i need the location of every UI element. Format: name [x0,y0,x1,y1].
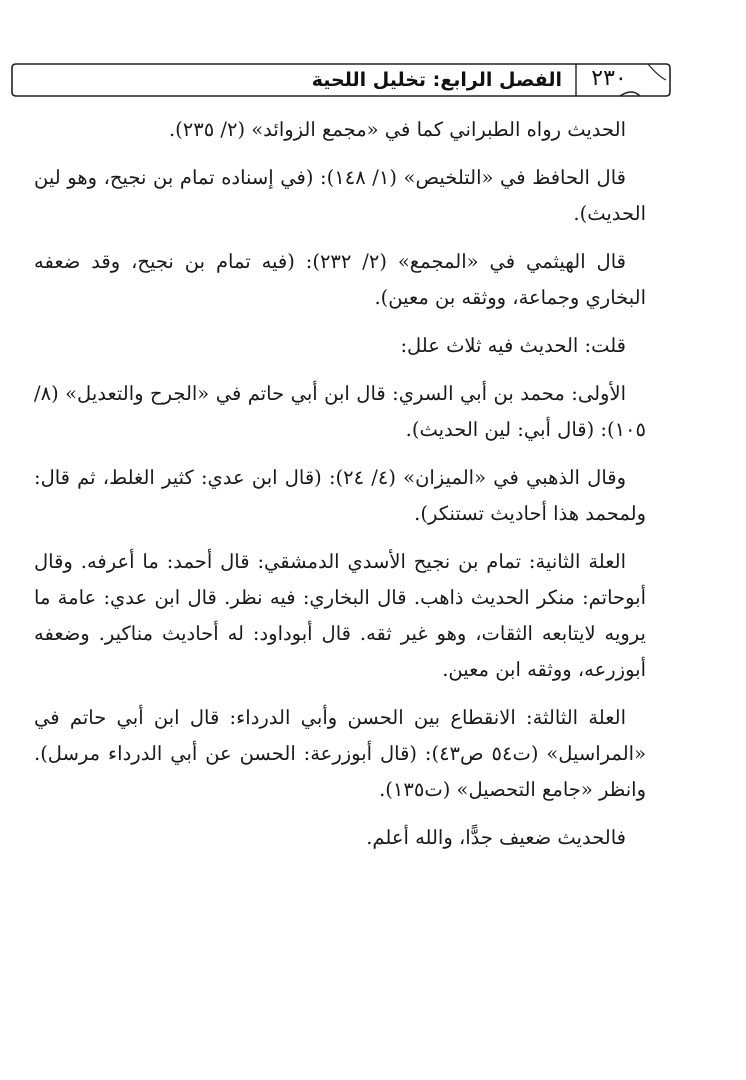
paragraph: العلة الثالثة: الانقطاع بين الحسن وأبي الدرداء: قال ابن أبي حاتم في «المراسيل» (ت٥٤ ص٤٣): (قال أبوزرعة: الحسن عن أبي الدرداء مرسل). وانظر «جامع التحصيل» (ت١٣٥). [34,706,646,801]
paragraph: قال الحافظ في «التلخيص» (١/ ١٤٨): (في إسناده تمام بن نجيح، وهو لين الحديث). [34,166,646,225]
page-number: ٢٣٠ [591,66,627,91]
paragraph: وقال الذهبي في «الميزان» (٤/ ٢٤): (قال ابن عدي: كثير الغلط، ثم قال: ولمحمد هذا أحاديث تستنكر). [34,466,646,525]
page-header [10,62,672,98]
paragraph: قلت: الحديث فيه ثلاث علل: [400,334,626,357]
paragraph: العلة الثانية: تمام بن نجيح الأسدي الدمشقي: قال أحمد: ما أعرفه. وقال أبوحاتم: منكر الحديث ذاهب. قال البخاري: فيه نظر. قال ابن عدي: عامة ما يرويه لايتابعه الثقات، وهو غير ثقه. قال أبوداود: له أحاديث مناكير. وضعفه أبوزرعه، ووثقه ابن معين. [34,550,646,681]
paragraph: الأولى: محمد بن أبي السري: قال ابن أبي حاتم في «الجرح والتعديل» (٨/ ١٠٥): (قال أبي: لين الحديث). [34,382,646,441]
paragraph: فالحديث ضعيف جدًّا، والله أعلم. [366,826,626,849]
chapter-title: الفصل الرابع: تخليل اللحية [311,69,562,91]
main-text [34,112,646,868]
paragraph: قال الهيثمي في «المجمع» (٢/ ٢٣٢): (فيه تمام بن نجيح، وقد ضعفه البخاري وجماعة، ووثقه بن معين). [34,250,646,309]
paragraph: الحديث رواه الطبراني كما في «مجمع الزوائد» (٢/ ٢٣٥). [168,118,626,141]
